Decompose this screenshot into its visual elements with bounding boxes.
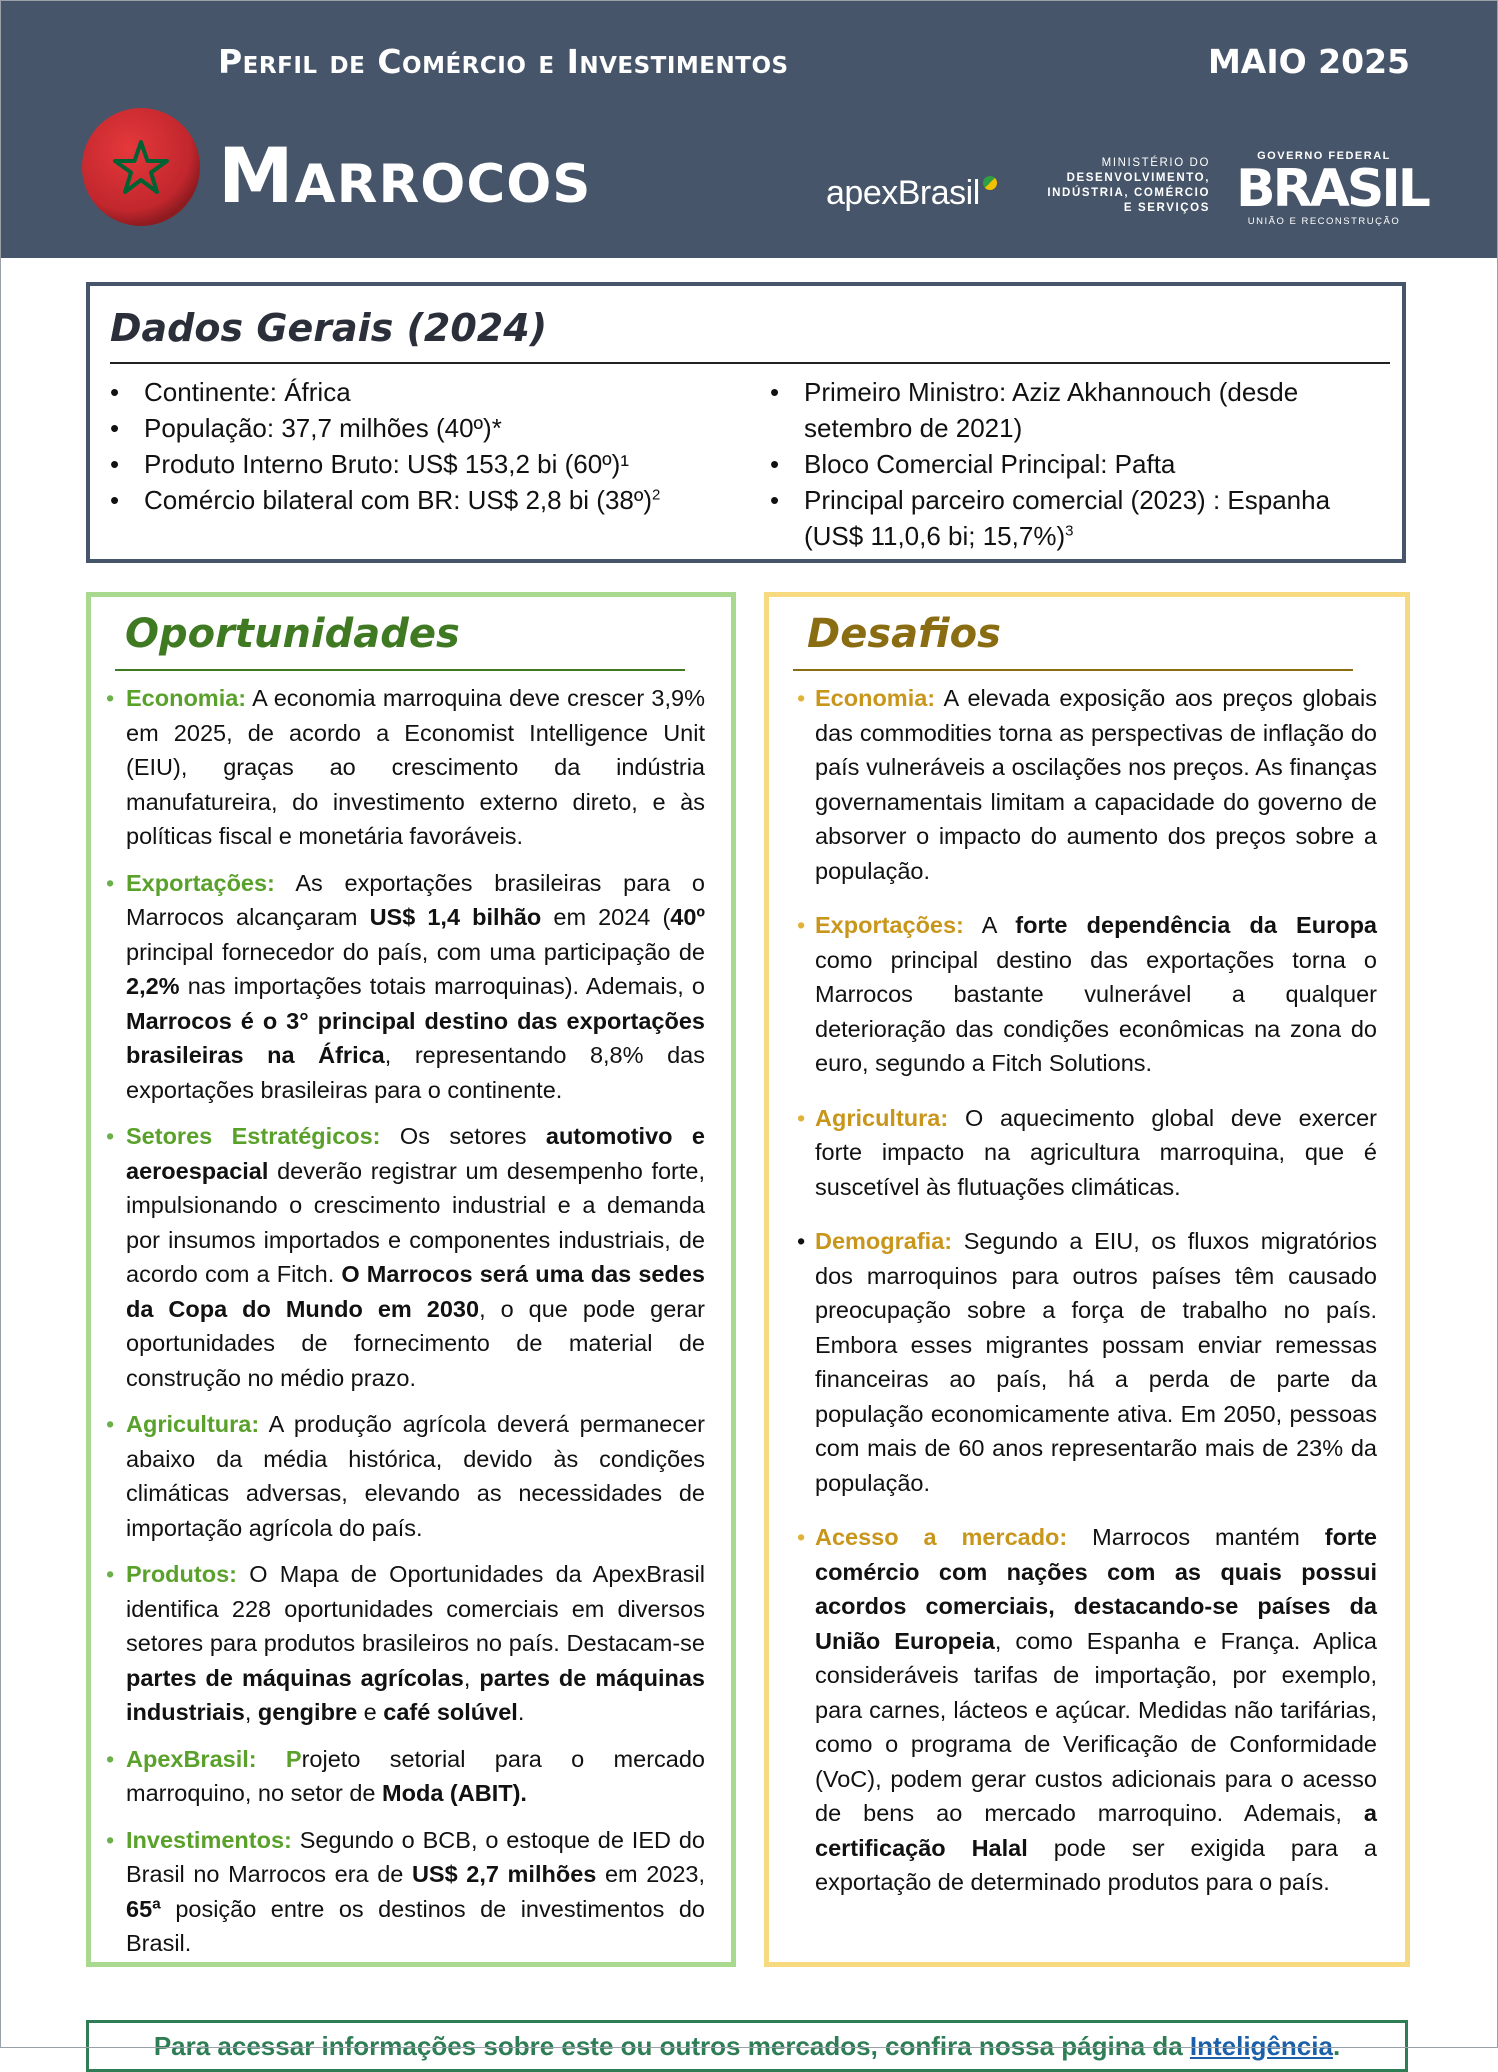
item-emphasis: café solúvel	[383, 1699, 518, 1725]
item-text: e	[357, 1699, 384, 1725]
item-emphasis: forte comércio com nações com as quais possui acordos comerciais, destacando-se países da União Europeia	[815, 1524, 1377, 1654]
item-text: ,	[463, 1664, 480, 1691]
item-emphasis: automotivo e aeroespacial	[126, 1123, 705, 1184]
item-emphasis: 2,2%	[126, 973, 180, 999]
challenges-title: Desafios	[807, 611, 1001, 657]
apexbrasil-logo	[826, 174, 997, 213]
item-text: Segundo o BCB, o estoque de IED do Brasil no Marrocos era de	[126, 1826, 705, 1887]
list-item	[770, 374, 1390, 446]
page-header	[0, 0, 1498, 258]
general-data-list-left	[110, 374, 750, 518]
morocco-flag-icon	[80, 106, 202, 228]
challenges-panel	[764, 592, 1410, 1967]
item-text: As exportações brasileiras para o Marrocos alcançaram	[126, 869, 705, 930]
item-text: A economia marroquina deve crescer 3,9% em 2025, de acordo a Economist Intelligence Unit (EIU), graças ao crescimento da indústria manufatureira, do investimento externo direto, e às políticas fiscal e monetária favoráveis.	[126, 685, 705, 849]
item-text: , representando 8,8% das exportações brasileiras para o continente.	[126, 1042, 705, 1103]
item-label: Exportações:	[815, 912, 964, 938]
general-data-box	[86, 282, 1406, 563]
item-text: ,	[244, 1699, 258, 1725]
item-text: A	[963, 912, 1016, 938]
item-label: Produtos:	[126, 1561, 237, 1587]
item-label: ApexBrasil: P	[126, 1745, 302, 1772]
apexbrasil-dot-icon	[983, 176, 997, 190]
inteligencia-link[interactable]: Inteligência	[1189, 2031, 1333, 2061]
item-emphasis: forte dependência da Europa	[1015, 912, 1377, 938]
item-text: O Mapa de Oportunidades da ApexBrasil identifica 228 oportunidades comerciais em diversos setores para produtos brasileiros no país. Destacam-se	[126, 1561, 705, 1656]
item-text: , como Espanha e França. Aplica consideráveis tarifas de importação, por exemplo, para carnes, lácteos e açúcar. Medidas não tarifárias, como o programa de Verificação de Conformidade (VoC), podem gerar custos adicionais para o acesso de bens ao mercado marroquino. Ademais,	[815, 1627, 1377, 1826]
opportunities-title: Oportunidades	[125, 611, 460, 657]
challenge-demografia	[795, 1224, 1377, 1500]
item-label: Economia:	[815, 685, 936, 711]
opportunities-panel	[86, 592, 736, 1967]
item-emphasis: gengibre	[257, 1699, 358, 1725]
item-emphasis: O Marrocos será uma das sedes da Copa do Mundo em 2030	[126, 1261, 705, 1322]
item-text: posição entre os destinos de investimentos do Brasil.	[126, 1895, 705, 1956]
list-item	[770, 446, 1390, 482]
item-emphasis: US$ 1,4 bilhão	[369, 904, 542, 930]
item-emphasis: Marrocos é o 3° principal destino das exportações brasileiras na África	[126, 1007, 705, 1068]
item-text: Marrocos mantém	[1067, 1524, 1325, 1550]
item-label: Economia:	[126, 685, 247, 711]
gov-logo-line: UNIÃO E RECONSTRUÇÃO	[1247, 216, 1401, 227]
challenge-exportacoes	[795, 908, 1377, 1081]
list-item-text: Comércio bilateral com BR: US$ 2,8 bi (38º)	[144, 485, 653, 515]
footer-text: .	[1332, 2031, 1341, 2061]
item-emphasis: partes de máquinas agrícolas	[126, 1664, 464, 1691]
item-emphasis: 40º	[670, 904, 706, 930]
footer-text: Para acessar informações sobre este ou outros mercados, confira nossa página da	[153, 2031, 1190, 2061]
opportunity-exportacoes	[117, 866, 705, 1108]
item-emphasis: partes de máquinas industriais	[126, 1664, 706, 1725]
item-text: , o que pode gerar oportunidades de fornecimento de material de construção no médio prazo.	[126, 1295, 705, 1391]
footer-banner	[86, 2020, 1408, 2072]
item-text: Segundo a EIU, os fluxos migratórios dos marroquinos para outros países têm causado preocupação sobre a força de trabalho no país. Embora esses migrantes possam enviar remessas financeiras ao país, há a perda de parte da população economicamente ativa. Em 2050, pessoas com mais de 60 anos representarão mais de 23% da população.	[815, 1228, 1377, 1496]
opportunity-setores	[117, 1119, 705, 1395]
gov-logo-brasil: BRASIL	[1236, 159, 1428, 219]
list-item-text: Primeiro Ministro: Aziz Akhannouch (desde setembro de 2021)	[804, 377, 1299, 443]
list-item-text: Continente: África	[144, 377, 351, 407]
item-label: Investimentos:	[126, 1826, 292, 1853]
item-emphasis: US$ 2,7 milhões	[411, 1861, 597, 1887]
opportunity-agricultura	[117, 1407, 705, 1545]
list-item	[110, 482, 750, 518]
opportunity-investimentos	[117, 1823, 705, 1961]
divider	[115, 669, 685, 671]
item-text: em 2024 (	[541, 904, 671, 930]
item-text: pode ser exigida para a exportação de determinado produtos para o país.	[815, 1834, 1377, 1895]
challenges-list	[769, 681, 1405, 1900]
challenge-agricultura	[795, 1101, 1377, 1205]
report-date: MAIO 2025	[1207, 42, 1410, 81]
challenge-acesso-mercado	[795, 1520, 1377, 1900]
ministry-line: DESENVOLVIMENTO,	[1066, 172, 1210, 184]
divider	[793, 669, 1353, 671]
ministry-line: E SERVIÇOS	[1123, 202, 1210, 214]
item-text: A produção agrícola deverá permanecer abaixo da média histórica, devido às condições climáticas adversas, elevando as necessidades de importação agrícola do país.	[126, 1411, 705, 1541]
item-text: .	[517, 1699, 525, 1725]
opportunity-economia	[117, 681, 705, 854]
item-label: Agricultura:	[815, 1104, 949, 1131]
item-text: nas importações totais marroquinas). Ademais, o	[179, 973, 705, 999]
general-data-title: Dados Gerais (2024)	[110, 306, 548, 350]
item-emphasis: Moda (ABIT).	[382, 1780, 527, 1806]
opportunity-produtos	[117, 1557, 705, 1730]
list-item-text: Produto Interno Bruto: US$ 153,2 bi (60º)¹	[144, 449, 629, 479]
challenge-economia	[795, 681, 1377, 888]
item-text: em 2023,	[596, 1861, 705, 1887]
item-label: Demografia:	[815, 1228, 953, 1254]
item-text: A elevada exposição aos preços globais das commodities torna as perspectivas de inflação do país vulneráveis a oscilações nos preços. As finanças governamentais limitam a capacidade do governo de absorver o impacto do aumento dos preços sobre a população.	[815, 685, 1377, 884]
footnote-marker: 2	[652, 486, 661, 504]
list-item	[770, 482, 1390, 554]
ministry-line: INDÚSTRIA, COMÉRCIO	[1047, 187, 1210, 199]
list-item	[110, 374, 750, 410]
item-label: Agricultura:	[126, 1411, 260, 1437]
item-text: principal fornecedor do país, com uma participação de	[126, 938, 705, 965]
list-item-text: População: 37,7 milhões (40º)*	[144, 413, 502, 443]
item-label: Acesso a mercado:	[815, 1524, 1068, 1550]
opportunities-list	[91, 681, 731, 1961]
apexbrasil-logo-text: apexBrasil	[826, 174, 980, 212]
footnote-marker: 3	[1065, 522, 1074, 540]
item-emphasis: 65ª	[126, 1895, 161, 1922]
item-text: O aquecimento global deve exercer forte impacto na agricultura marroquina, que é suscetível às flutuações climáticas.	[815, 1104, 1377, 1200]
country-name: Marrocos	[218, 131, 592, 220]
item-label: Setores Estratégicos:	[126, 1123, 381, 1149]
list-item-text: Bloco Comercial Principal: Pafta	[804, 449, 1176, 479]
opportunity-apexbrasil	[117, 1742, 705, 1811]
item-text: deverão registrar um desempenho forte, impulsionando o crescimento industrial e a demanda por insumos importados e componentes industriais, de acordo com a Fitch.	[126, 1157, 705, 1287]
ministry-logo	[1020, 156, 1210, 216]
item-emphasis: a certificação Halal	[815, 1800, 1377, 1861]
divider	[110, 362, 1390, 364]
ministry-line: MINISTÉRIO DO	[1101, 157, 1210, 169]
list-item	[110, 446, 750, 482]
item-text: rojeto setorial para o mercado marroquino, no setor de	[126, 1745, 705, 1806]
item-text: Os setores	[380, 1123, 546, 1149]
list-item-text: Principal parceiro comercial (2023) : Espanha (US$ 11,0,6 bi; 15,7%)	[804, 485, 1331, 551]
gov-logo-line: GOVERNO FEDERAL	[1257, 150, 1391, 162]
report-subtitle: Perfil de Comércio e Investimentos	[218, 42, 789, 81]
item-text: como principal destino das exportações torna o Marrocos bastante vulnerável a qualquer deterioração das condições econômicas na zona do euro, segundo a Fitch Solutions.	[815, 946, 1377, 1076]
list-item	[110, 410, 750, 446]
item-label: Exportações:	[126, 869, 275, 896]
general-data-list-right	[770, 374, 1390, 554]
governo-federal-logo	[1236, 150, 1428, 227]
